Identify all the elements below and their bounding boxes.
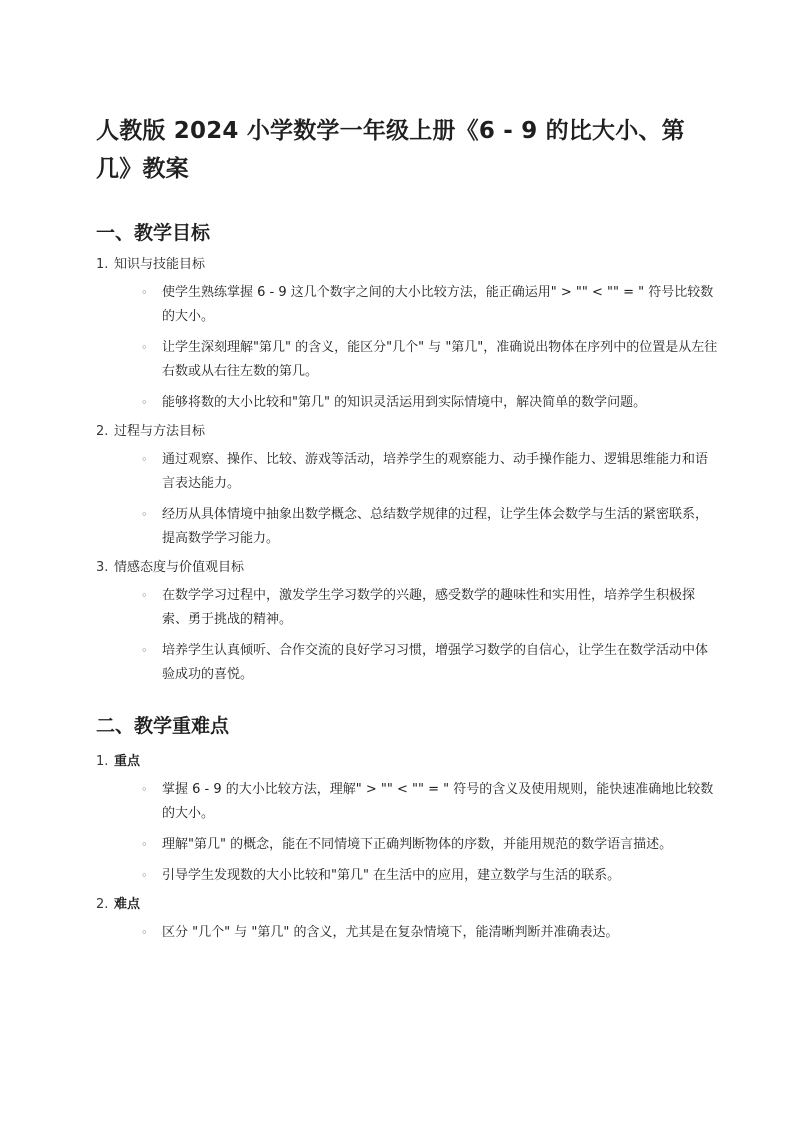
document-page [96, 112, 718, 945]
bullet-marker-icon: ◦ [141, 589, 148, 602]
bullet-marker-icon: ◦ [141, 508, 148, 521]
bullet-item [132, 503, 718, 551]
bullet-item [132, 391, 718, 415]
section-heading-teaching-goals: 一、教学目标 [96, 222, 211, 244]
item-label: 过程与方法目标 [114, 424, 206, 439]
bullet-item [132, 281, 718, 329]
bullet-text: 通过观察、操作、比较、游戏等活动，培养学生的观察能力、动手操作能力、逻辑思维能力和语言表达能力。 [162, 452, 709, 491]
bullet-list [114, 778, 714, 888]
bullet-text: 引导学生发现数的大小比较和"第几" 在生活中的应用，建立数学与生活的联系。 [162, 868, 621, 883]
bullet-marker-icon: ◦ [141, 926, 148, 939]
bullet-marker-icon: ◦ [141, 453, 148, 466]
bullet-item [132, 921, 718, 945]
list-item-knowledge-skills [96, 255, 718, 415]
document-title: 人教版 2024 小学数学一年级上册《6 - 9 的比大小、第几》教案 [96, 118, 685, 182]
list-item-key-points [96, 752, 714, 888]
section-heading-key-difficult-points: 二、教学重难点 [96, 715, 230, 737]
bullet-list [114, 921, 700, 945]
bullet-text: 掌握 6 - 9 的大小比较方法，理解" > "" < "" = " 符号的含义及使用规则，能快速准确地比较数的大小。 [162, 782, 714, 821]
item-number: 2. [96, 897, 109, 912]
item-number: 2. [96, 424, 109, 439]
list-item-process-methods [96, 422, 709, 551]
bullet-item [132, 639, 718, 687]
bullet-marker-icon: ◦ [141, 286, 148, 299]
bullet-marker-icon: ◦ [141, 644, 148, 657]
bullet-marker-icon: ◦ [141, 341, 148, 354]
bullet-item [132, 833, 718, 857]
bullet-text: 培养学生认真倾听、合作交流的良好学习习惯，增强学习数学的自信心，让学生在数学活动中体验成功的喜悦。 [162, 643, 709, 682]
bullet-marker-icon: ◦ [141, 783, 148, 796]
bullet-marker-icon: ◦ [141, 869, 148, 882]
bullet-text: 能够将数的大小比较和"第几" 的知识灵活运用到实际情境中，解决简单的数学问题。 [162, 395, 647, 410]
item-number: 1. [96, 257, 109, 272]
bullet-text: 区分 "几个" 与 "第几" 的含义，尤其是在复杂情境下，能清晰判断并准确表达。 [162, 925, 619, 940]
item-number: 3. [96, 560, 109, 575]
bullet-text: 在数学学习过程中，激发学生学习数学的兴趣，感受数学的趣味性和实用性，培养学生积极探索、勇于挑战的精神。 [162, 588, 696, 627]
bullet-text: 经历从具体情境中抽象出数学概念、总结数学规律的过程，让学生体会数学与生活的紧密联系，提高数学学习能力。 [162, 507, 709, 546]
bullet-text: 让学生深刻理解"第几" 的含义，能区分"几个" 与 "第几"，准确说出物体在序列中的位置是从左往右数或从右往左数的第几。 [162, 340, 718, 379]
bullet-item [132, 864, 718, 888]
bullet-list [114, 281, 718, 415]
bullet-list [114, 584, 709, 687]
bullet-list [114, 448, 709, 551]
teaching-goals-list [96, 255, 718, 687]
bullet-text: 理解"第几" 的概念，能在不同情境下正确判断物体的序数，并能用规范的数学语言描述。 [162, 837, 673, 852]
bullet-marker-icon: ◦ [141, 396, 148, 409]
list-item-difficult-points [96, 895, 700, 945]
bullet-item [132, 448, 718, 496]
bullet-item [132, 584, 718, 632]
item-label: 知识与技能目标 [114, 257, 206, 272]
item-label: 情感态度与价值观目标 [114, 560, 245, 575]
bullet-item [132, 336, 718, 384]
item-label: 难点 [114, 897, 141, 912]
list-item-emotion-values [96, 558, 709, 687]
bullet-text: 使学生熟练掌握 6 - 9 这几个数字之间的大小比较方法，能正确运用" > "" < "" = " 符号比较数的大小。 [162, 285, 714, 324]
bullet-item [132, 778, 718, 826]
item-label: 重点 [114, 754, 141, 769]
key-points-list [96, 752, 714, 945]
item-number: 1. [96, 754, 109, 769]
bullet-marker-icon: ◦ [141, 838, 148, 851]
